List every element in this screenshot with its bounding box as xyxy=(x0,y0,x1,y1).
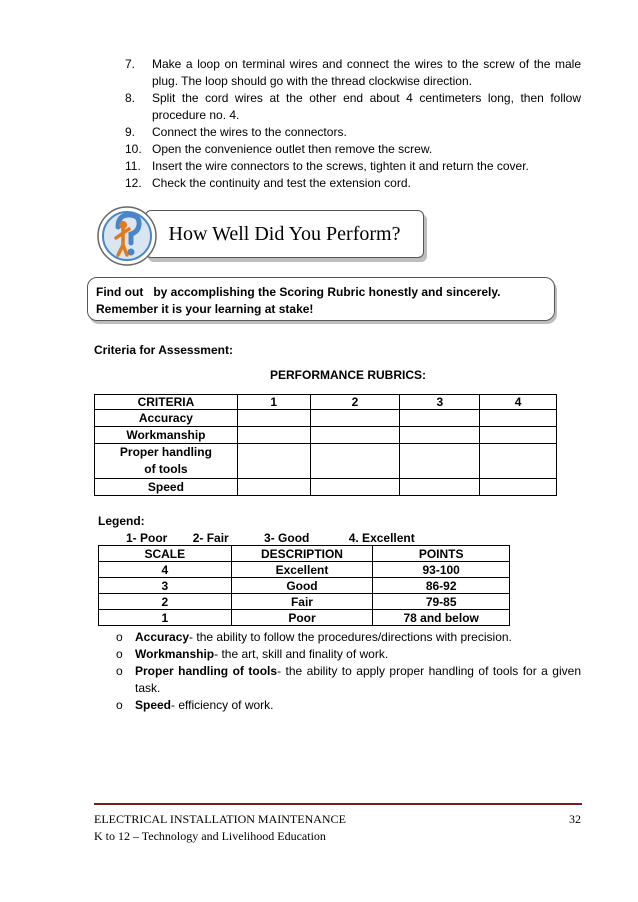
criteria-cell: Workmanship xyxy=(95,427,238,444)
legend-item: 2- Fair xyxy=(192,531,229,545)
table-row xyxy=(99,610,510,626)
step-item: 8. Split the cord wires at the other end about 4 centimeters long, then follow procedure no. 4. xyxy=(125,91,581,122)
scale-cell: 4 xyxy=(99,562,232,578)
step-item: 11. Insert the wire connectors to the screws, tighten it and return the cover. xyxy=(125,159,529,173)
points-cell: 79-85 xyxy=(373,594,510,610)
procedure-steps xyxy=(125,56,581,192)
table-row xyxy=(99,578,510,594)
column-header: DESCRIPTION xyxy=(231,546,373,562)
step-item: 9. Connect the wires to the connectors. xyxy=(125,125,347,139)
rubric-title: PERFORMANCE RUBRICS: xyxy=(270,368,426,382)
footer-title: ELECTRICAL INSTALLATION MAINTENANCE xyxy=(94,812,346,826)
page-number: 32 xyxy=(569,812,581,826)
column-header: SCALE xyxy=(99,546,232,562)
performance-rubric-table xyxy=(94,394,557,496)
legend-items xyxy=(126,531,415,545)
column-header: 1 xyxy=(237,395,310,410)
instruction-line-2: Remember it is your learning at stake! xyxy=(96,302,314,316)
table-row xyxy=(99,594,510,610)
list-item: o Speed- efficiency of work. xyxy=(116,698,274,712)
step-item: 7. Make a loop on terminal wires and connect the wires to the screw of the male plug. The loop should go with the thread clockwise direction. xyxy=(125,57,581,88)
legend-item: 4. Excellent xyxy=(348,531,415,545)
column-header: 4 xyxy=(480,395,557,410)
column-header: CRITERIA xyxy=(95,395,238,410)
table-header-row xyxy=(99,546,510,562)
description-cell: Good xyxy=(231,578,373,594)
bullet-icon: o xyxy=(116,664,123,678)
column-header: 3 xyxy=(400,395,480,410)
list-item: o Workmanship- the art, skill and finality of work. xyxy=(116,647,389,661)
legend-item: 3- Good xyxy=(264,531,310,545)
criteria-cell: Accuracy xyxy=(95,410,238,427)
criteria-cell: Proper handling of tools xyxy=(95,444,238,479)
step-item: 12. Check the continuity and test the extension cord. xyxy=(125,176,411,190)
list-item: o Accuracy- the ability to follow the procedures/directions with precision. xyxy=(116,630,512,644)
legend-item: 1- Poor xyxy=(126,531,168,545)
bullet-icon: o xyxy=(116,698,123,712)
description-cell: Excellent xyxy=(231,562,373,578)
criteria-heading: Criteria for Assessment: xyxy=(94,343,233,357)
scale-table xyxy=(98,545,510,626)
banner-title: How Well Did You Perform? xyxy=(168,223,401,245)
column-header: 2 xyxy=(310,395,400,410)
instruction-box xyxy=(87,277,555,321)
bullet-icon: o xyxy=(116,630,123,644)
footer-subtitle: K to 12 – Technology and Livelihood Education xyxy=(94,829,326,843)
description-cell: Fair xyxy=(231,594,373,610)
table-row xyxy=(95,479,557,496)
criteria-definitions xyxy=(116,629,581,714)
bullet-icon: o xyxy=(116,647,123,661)
instruction-line-1: Find out by accomplishing the Scoring Rubric honestly and sincerely. xyxy=(96,285,501,299)
table-header-row xyxy=(95,395,557,410)
step-item: 10. Open the convenience outlet then remove the screw. xyxy=(125,142,433,156)
scale-cell: 3 xyxy=(99,578,232,594)
points-cell: 86-92 xyxy=(373,578,510,594)
performance-banner xyxy=(145,210,424,258)
footer-rule xyxy=(94,803,582,805)
points-cell: 78 and below xyxy=(373,610,510,626)
table-row xyxy=(95,444,557,479)
scale-cell: 1 xyxy=(99,610,232,626)
list-item: o Proper handling of tools- the ability to apply proper handling of tools for a given task. xyxy=(116,664,581,695)
scale-cell: 2 xyxy=(99,594,232,610)
criteria-cell: Speed xyxy=(95,479,238,496)
table-row xyxy=(95,427,557,444)
table-row xyxy=(95,410,557,427)
points-cell: 93-100 xyxy=(373,562,510,578)
description-cell: Poor xyxy=(231,610,373,626)
legend-label: Legend: xyxy=(98,514,145,528)
column-header: POINTS xyxy=(373,546,510,562)
question-mark-figure-icon xyxy=(96,205,158,267)
table-row xyxy=(99,562,510,578)
